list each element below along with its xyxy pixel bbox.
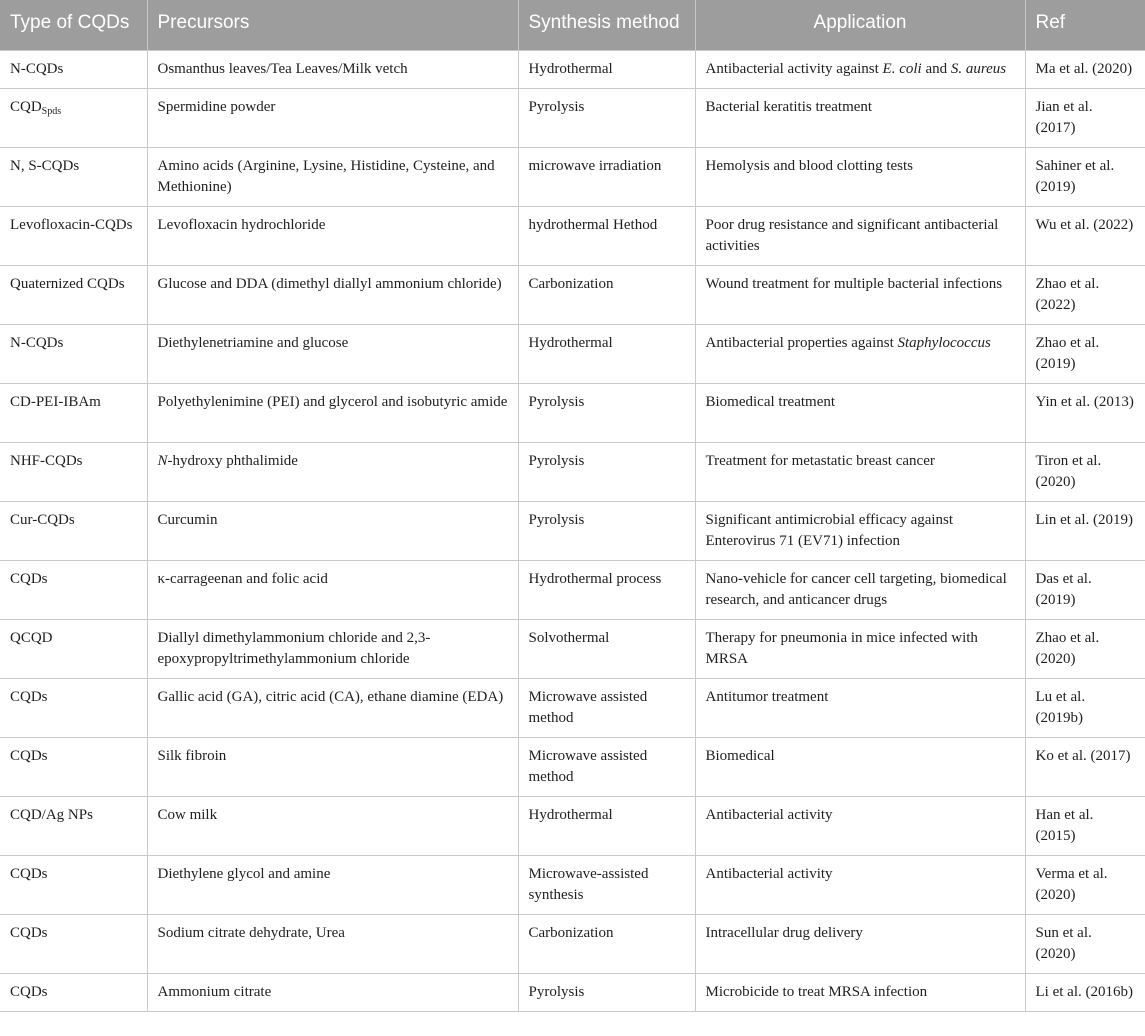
type-text: CQDs [10,924,48,941]
cell-precursors [147,206,518,265]
table-row [0,737,1145,796]
cell-ref [1025,737,1145,796]
cell-synthesis-method [518,619,695,678]
table-row [0,560,1145,619]
application-text: Antibacterial activity [705,865,833,882]
cell-precursors [147,796,518,855]
precursors-text: Diallyl dimethylammonium chloride and 2,3-epoxypropyltrimethylammonium chloride [157,629,431,667]
precursors-text: Diethylenetriamine and glucose [157,334,349,351]
ref-text: Han et al. (2015) [1035,806,1094,844]
table-row [0,914,1145,973]
cell-precursors [147,324,518,383]
cell-precursors [147,619,518,678]
method-text: Pyrolysis [528,452,585,469]
application-text: Antibacterial activity against [705,60,883,77]
cell-synthesis-method [518,737,695,796]
table-row [0,501,1145,560]
cell-application [695,855,1025,914]
ref-text: Jian et al. (2017) [1035,98,1093,136]
type-text: Cur-CQDs [10,511,75,528]
cell-precursors [147,855,518,914]
table-row [0,619,1145,678]
ref-text: Ko et al. (2017) [1035,747,1131,764]
application-text: Biomedical [705,747,775,764]
application-text: Biomedical treatment [705,393,836,410]
cell-application [695,147,1025,206]
cell-application [695,737,1025,796]
table-row [0,796,1145,855]
cell-ref [1025,501,1145,560]
precursors-text: Glucose and DDA (dimethyl diallyl ammonium chloride) [157,275,502,292]
cell-synthesis-method [518,442,695,501]
method-text: microwave irradiation [528,157,662,174]
cell-synthesis-method [518,796,695,855]
type-text: N-CQDs [10,334,64,351]
cell-synthesis-method [518,678,695,737]
cell-precursors [147,88,518,147]
cell-synthesis-method [518,560,695,619]
cell-precursors [147,50,518,88]
cell-type [0,265,147,324]
header-synthesis-method: Synthesis method [518,0,695,50]
cell-ref [1025,147,1145,206]
type-text: Levofloxacin-CQDs [10,216,133,233]
ref-text: Tiron et al. (2020) [1035,452,1102,490]
method-text: Hydrothermal process [528,570,662,587]
table-row [0,973,1145,1011]
type-text: CD-PEI-IBAm [10,393,101,410]
application-text: Antitumor treatment [705,688,829,705]
type-text: Quaternized CQDs [10,275,125,292]
cell-ref [1025,796,1145,855]
precursors-text: Levofloxacin hydrochloride [157,216,326,233]
type-text: CQDs [10,747,48,764]
method-text: Pyrolysis [528,983,585,1000]
cell-application [695,973,1025,1011]
precursors-text: Ammonium citrate [157,983,272,1000]
method-text: Microwave-assisted synthesis [528,865,649,903]
method-text: Pyrolysis [528,98,585,115]
type-text: CQD/Ag NPs [10,806,93,823]
precursors-italic: N [157,452,168,469]
cell-ref [1025,560,1145,619]
application-text: Hemolysis and blood clotting tests [705,157,913,174]
type-subscript: Spds [41,105,62,117]
cell-precursors [147,737,518,796]
ref-text: Zhao et al. (2019) [1035,334,1100,372]
cell-precursors [147,442,518,501]
ref-text: Ma et al. (2020) [1035,60,1133,77]
cell-application [695,796,1025,855]
type-text: CQD [10,98,42,115]
ref-text: Zhao et al. (2022) [1035,275,1100,313]
cell-synthesis-method [518,324,695,383]
type-text: CQDs [10,983,48,1000]
cell-type [0,855,147,914]
ref-text: Das et al. (2019) [1035,570,1092,608]
cell-type [0,206,147,265]
cell-synthesis-method [518,265,695,324]
ref-text: Verma et al. (2020) [1035,865,1108,903]
cell-type [0,914,147,973]
type-text: N, S-CQDs [10,157,80,174]
application-text: Antibacterial properties against [705,334,898,351]
cell-ref [1025,619,1145,678]
cell-synthesis-method [518,88,695,147]
cell-application [695,383,1025,442]
table-row [0,147,1145,206]
type-text: CQDs [10,570,48,587]
cell-type [0,50,147,88]
cell-precursors [147,678,518,737]
precursors-text: Sodium citrate dehydrate, Urea [157,924,345,941]
application-text: Antibacterial activity [705,806,833,823]
table-row [0,265,1145,324]
precursors-text: Curcumin [157,511,218,528]
method-text: Microwave assisted method [528,747,648,785]
header-precursors: Precursors [147,0,518,50]
cell-ref [1025,678,1145,737]
cell-precursors [147,914,518,973]
cell-ref [1025,973,1145,1011]
cell-synthesis-method [518,147,695,206]
cell-synthesis-method [518,855,695,914]
cell-ref [1025,265,1145,324]
application-text: Significant antimicrobial efficacy against Enterovirus 71 (EV71) infection [705,511,954,549]
method-text: hydrothermal Hethod [528,216,658,233]
cell-ref [1025,383,1145,442]
cell-type [0,737,147,796]
cell-type [0,442,147,501]
cell-precursors [147,147,518,206]
cell-synthesis-method [518,914,695,973]
application-text: Treatment for metastatic breast cancer [705,452,935,469]
precursors-text: Osmanthus leaves/Tea Leaves/Milk vetch [157,60,408,77]
cell-precursors [147,383,518,442]
table-row [0,383,1145,442]
cell-application [695,501,1025,560]
type-text: NHF-CQDs [10,452,83,469]
cell-synthesis-method [518,973,695,1011]
ref-text: Yin et al. (2013) [1035,393,1134,410]
table-row [0,88,1145,147]
precursors-text: Spermidine powder [157,98,276,115]
cell-synthesis-method [518,206,695,265]
type-text: N-CQDs [10,60,64,77]
table-row [0,50,1145,88]
cell-precursors [147,973,518,1011]
application-italic: E. coli [882,60,922,77]
cell-synthesis-method [518,50,695,88]
cell-type [0,147,147,206]
precursors-text: Silk fibroin [157,747,227,764]
type-text: QCQD [10,629,53,646]
cell-precursors [147,265,518,324]
method-text: Hydrothermal [528,334,613,351]
ref-text: Lin et al. (2019) [1035,511,1133,528]
cell-ref [1025,88,1145,147]
ref-text: Wu et al. (2022) [1035,216,1134,233]
table-body [0,50,1145,1011]
application-text: Wound treatment for multiple bacterial infections [705,275,1003,292]
method-text: Hydrothermal [528,806,613,823]
cell-type [0,678,147,737]
type-text: CQDs [10,688,48,705]
application-text-mid: and [921,60,951,77]
ref-text: Li et al. (2016b) [1035,983,1133,1000]
cell-application [695,50,1025,88]
cell-type [0,88,147,147]
cell-application [695,678,1025,737]
cell-application [695,619,1025,678]
precursors-text: Gallic acid (GA), citric acid (CA), ethane diamine (EDA) [157,688,504,705]
cell-ref [1025,855,1145,914]
table-row [0,206,1145,265]
method-text: Hydrothermal [528,60,613,77]
cell-type [0,973,147,1011]
cell-precursors [147,501,518,560]
ref-text: Sahiner et al. (2019) [1035,157,1115,195]
application-text: Nano-vehicle for cancer cell targeting, biomedical research, and anticancer drugs [705,570,1007,608]
cell-ref [1025,324,1145,383]
header-application: Application [695,0,1025,50]
cell-synthesis-method [518,501,695,560]
cell-application [695,324,1025,383]
ref-text: Sun et al. (2020) [1035,924,1092,962]
application-text: Therapy for pneumonia in mice infected with MRSA [705,629,978,667]
precursors-text: Polyethylenimine (PEI) and glycerol and isobutyric amide [157,393,508,410]
cell-application [695,88,1025,147]
application-text: Microbicide to treat MRSA infection [705,983,928,1000]
cell-application [695,442,1025,501]
cell-application [695,560,1025,619]
cell-type [0,383,147,442]
precursors-text: Cow milk [157,806,218,823]
method-text: Microwave assisted method [528,688,648,726]
ref-text: Zhao et al. (2020) [1035,629,1100,667]
cell-precursors [147,560,518,619]
header-ref: Ref [1025,0,1145,50]
cell-application [695,914,1025,973]
table-row [0,855,1145,914]
precursors-text: -hydroxy phthalimide [167,452,298,469]
table-row [0,678,1145,737]
cell-type [0,619,147,678]
cell-application [695,265,1025,324]
cell-application [695,206,1025,265]
application-italic: Staphylococcus [897,334,991,351]
method-text: Solvothermal [528,629,610,646]
cell-type [0,324,147,383]
ref-text: Lu et al. (2019b) [1035,688,1086,726]
application-text: Poor drug resistance and significant antibacterial activities [705,216,999,254]
table-header [0,0,1145,50]
header-type: Type of CQDs [0,0,147,50]
cell-synthesis-method [518,383,695,442]
method-text: Carbonization [528,924,614,941]
table-row [0,442,1145,501]
method-text: Pyrolysis [528,393,585,410]
application-italic-2: S. aureus [950,60,1007,77]
header-row [0,0,1145,50]
cell-ref [1025,442,1145,501]
cell-type [0,560,147,619]
cell-ref [1025,206,1145,265]
type-text: CQDs [10,865,48,882]
precursors-text: κ-carrageenan and folic acid [157,570,328,587]
table-row [0,324,1145,383]
cell-ref [1025,50,1145,88]
precursors-text: Amino acids (Arginine, Lysine, Histidine, Cysteine, and Methionine) [157,157,495,195]
precursors-text: Diethylene glycol and amine [157,865,331,882]
cell-type [0,501,147,560]
method-text: Carbonization [528,275,614,292]
cell-ref [1025,914,1145,973]
application-text: Intracellular drug delivery [705,924,863,941]
method-text: Pyrolysis [528,511,585,528]
application-text: Bacterial keratitis treatment [705,98,873,115]
cell-type [0,796,147,855]
